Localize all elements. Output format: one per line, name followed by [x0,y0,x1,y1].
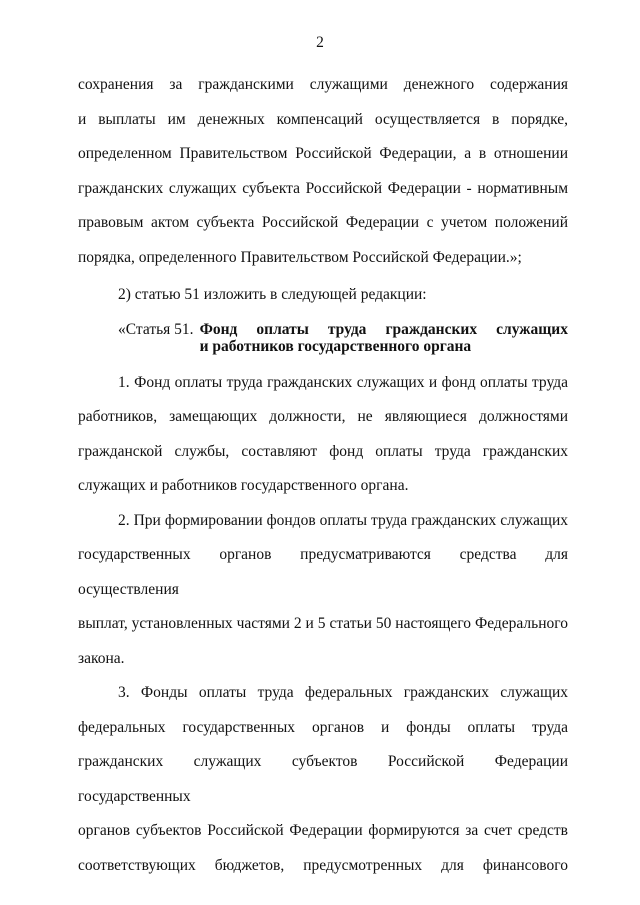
text-line: закона. [78,649,125,667]
text-line: определенном Правительством Российской Федерации, а в отношении [78,145,568,162]
text-line: 3. Фонды оплаты труда федеральных гражданских служащих [118,684,568,701]
text-line: федеральных государственных органов и фонды оплаты труда [78,718,568,736]
text-line: порядка, определенного Правительством Российской Федерации.»; [78,248,522,266]
continuation-paragraph [78,68,568,275]
amendment-item-2: 2) статью 51 изложить в следующей редакции: [118,286,427,303]
article-label: «Статья 51. [118,320,194,338]
text-line: органов субъектов Российской Федерации формируются за счет средств [78,822,568,839]
text-line: выплат, установленных частями 2 и 5 статьи 50 настоящего Федерального [78,615,568,632]
text-line: 2. При формировании фондов оплаты труда гражданских служащих [118,511,568,529]
article-part-1 [78,366,568,504]
text-line: сохранения за гражданскими служащими денежного содержания [78,76,568,93]
document-body [78,68,568,883]
text-line: соответствующих бюджетов, предусмотренных для финансового [78,856,568,874]
text-line: служащих и работников государственного органа. [78,477,409,494]
text-line: правовым актом субъекта Российской Федерации с учетом положений [78,214,568,231]
text-line: гражданских служащих субъекта Российской Федерации - нормативным [78,179,568,197]
page-number: 2 [316,34,324,51]
article-title-line: Фонд оплаты труда гражданских служащих [199,320,568,338]
article-part-2 [78,504,568,677]
text-line: работников, замещающих должности, не являющиеся должностями [78,408,568,425]
text-line: гражданской службы, составляют фонд оплаты труда гражданских [78,442,568,460]
text-line: государственных органов предусматриваются средства для осуществления [78,546,568,598]
text-line: 1. Фонд оплаты труда гражданских служащих и фонд оплаты труда [118,373,568,391]
article-part-3 [78,676,568,883]
article-title [194,321,568,356]
article-heading [78,321,568,356]
article-title-line: и работников государственного органа [199,338,472,355]
text-line: и выплаты им денежных компенсаций осуществляется в порядке, [78,110,568,128]
text-line: гражданских служащих субъектов Российской Федерации государственных [78,753,568,805]
